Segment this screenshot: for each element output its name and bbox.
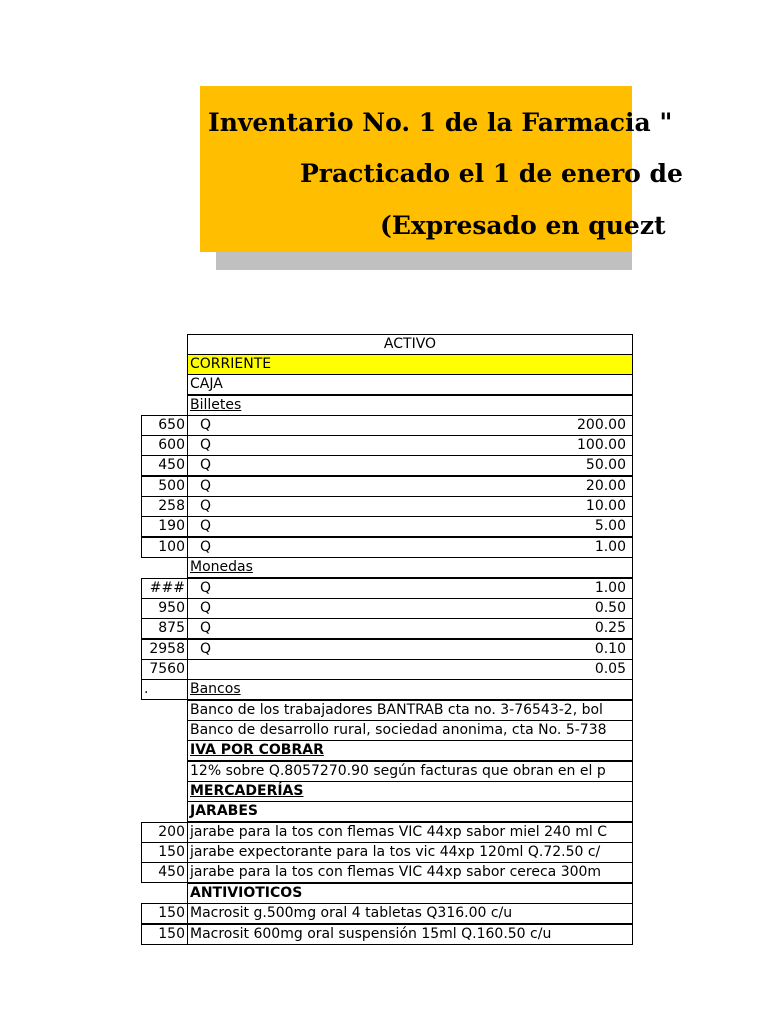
moneda-row: Q 0.50: [187, 598, 633, 619]
moneda-qty: 950: [141, 598, 188, 619]
bancos-label: Bancos: [187, 679, 633, 700]
title-line-1: Inventario No. 1 de la Farmacia ": [208, 108, 673, 137]
moneda-qty: 875: [141, 618, 188, 639]
antiviotico-qty: 150: [141, 924, 188, 945]
monedas-label: Monedas: [187, 557, 633, 578]
billete-row: Q 100.00: [187, 435, 633, 456]
billete-row: Q 5.00: [187, 516, 633, 537]
billete-qty: 650: [141, 415, 188, 436]
jarabe-row: jarabe para la tos con flemas VIC 44xp sabor miel 240 ml C: [187, 822, 633, 843]
title-line-2: Practicado el 1 de enero de: [300, 159, 683, 188]
billete-qty: 600: [141, 435, 188, 456]
corriente-label: CORRIENTE: [187, 354, 633, 375]
jarabe-row: jarabe expectorante para la tos vic 44xp 120ml Q.72.50 c/: [187, 842, 633, 863]
moneda-qty: 7560: [141, 659, 188, 680]
billetes-label: Billetes: [187, 395, 633, 416]
billete-qty: 500: [141, 476, 188, 497]
iva-label: IVA POR COBRAR: [187, 740, 633, 761]
activo-header: ACTIVO: [187, 334, 633, 355]
banco-row: Banco de los trabajadores BANTRAB cta no. 3-76543-2, bol: [187, 700, 633, 721]
billete-row: Q 200.00: [187, 415, 633, 436]
moneda-row: Q 0.25: [187, 618, 633, 639]
billete-row: Q 1.00: [187, 537, 633, 558]
moneda-qty: 2958: [141, 639, 188, 660]
caja-label: CAJA: [187, 374, 633, 395]
moneda-row: Q 1.00: [187, 578, 633, 599]
bancos-marker: .: [141, 679, 188, 700]
moneda-row: 0.05: [187, 659, 633, 680]
billete-qty: 450: [141, 455, 188, 476]
antivioticos-label: ANTIVIOTICOS: [187, 883, 633, 904]
billete-row: Q 20.00: [187, 476, 633, 497]
jarabe-qty: 450: [141, 862, 188, 883]
jarabe-qty: 150: [141, 842, 188, 863]
billete-qty: 190: [141, 516, 188, 537]
billete-qty: 258: [141, 496, 188, 517]
jarabes-label: JARABES: [187, 801, 633, 822]
billete-row: Q 50.00: [187, 455, 633, 476]
jarabe-row: jarabe para la tos con flemas VIC 44xp sabor cereca 300m: [187, 862, 633, 883]
moneda-row: Q 0.10: [187, 639, 633, 660]
billete-row: Q 10.00: [187, 496, 633, 517]
antiviotico-qty: 150: [141, 903, 188, 924]
title-banner: [200, 86, 683, 252]
antiviotico-row: Macrosit 600mg oral suspensión 15ml Q.160.50 c/u: [187, 924, 633, 945]
banco-row: Banco de desarrollo rural, sociedad anonima, cta No. 5-738: [187, 720, 633, 741]
billete-qty: 100: [141, 537, 188, 558]
iva-row: 12% sobre Q.8057270.90 según facturas que obran en el p: [187, 761, 633, 782]
moneda-qty: ###: [141, 578, 188, 599]
jarabe-qty: 200: [141, 822, 188, 843]
mercaderias-label: MERCADERÍAS: [187, 781, 633, 802]
title-line-3: (Expresado en quezt: [380, 211, 666, 240]
antiviotico-row: Macrosit g.500mg oral 4 tabletas Q316.00 c/u: [187, 903, 633, 924]
